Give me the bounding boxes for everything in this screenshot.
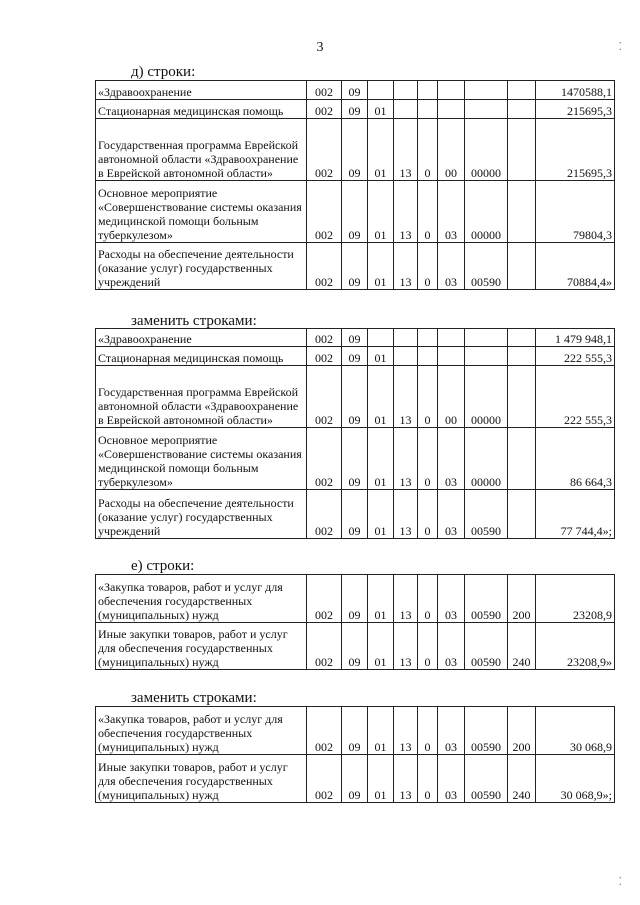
code-expense-type: 240 bbox=[508, 755, 536, 803]
code-grbs: 002 bbox=[307, 623, 342, 670]
code-program: 13 bbox=[394, 119, 418, 181]
code-section: 09 bbox=[342, 100, 368, 119]
code-activity bbox=[438, 347, 465, 366]
code-grbs: 002 bbox=[307, 119, 342, 181]
table-row bbox=[96, 575, 615, 623]
code-subsection: 01 bbox=[368, 243, 394, 290]
code-activity: 03 bbox=[438, 623, 465, 670]
code-section: 09 bbox=[342, 575, 368, 623]
code-expense-type bbox=[508, 243, 536, 290]
code-expense-type bbox=[508, 100, 536, 119]
table-row bbox=[96, 490, 615, 539]
code-expense-type: 200 bbox=[508, 707, 536, 755]
code-section: 09 bbox=[342, 329, 368, 347]
amendment-table-e-replacement bbox=[95, 706, 615, 803]
code-section: 09 bbox=[342, 428, 368, 490]
amendment-table-d-replacement bbox=[95, 328, 615, 539]
row-sum: 70884,4» bbox=[536, 243, 615, 290]
code-activity: 03 bbox=[438, 575, 465, 623]
code-activity: 03 bbox=[438, 755, 465, 803]
code-grbs: 002 bbox=[307, 490, 342, 539]
code-direction bbox=[465, 100, 508, 119]
code-subprogram bbox=[418, 81, 438, 100]
code-section: 09 bbox=[342, 623, 368, 670]
code-program bbox=[394, 100, 418, 119]
code-expense-type bbox=[508, 181, 536, 243]
table-row bbox=[96, 81, 615, 100]
row-sum: 86 664,3 bbox=[536, 428, 615, 490]
amendment-table-d-original bbox=[95, 80, 615, 290]
code-expense-type bbox=[508, 81, 536, 100]
code-grbs: 002 bbox=[307, 81, 342, 100]
code-subprogram: 0 bbox=[418, 428, 438, 490]
code-expense-type: 200 bbox=[508, 575, 536, 623]
section-heading-e: е) строки: bbox=[131, 558, 195, 574]
code-program: 13 bbox=[394, 623, 418, 670]
code-subsection: 01 bbox=[368, 623, 394, 670]
code-direction: 00590 bbox=[465, 755, 508, 803]
page-number: 3 bbox=[316, 40, 324, 55]
code-section: 09 bbox=[342, 490, 368, 539]
code-expense-type bbox=[508, 329, 536, 347]
row-name: Государственная программа Еврейской автономной области «Здравоохранение в Еврейской автономной области» bbox=[96, 366, 307, 428]
code-activity bbox=[438, 81, 465, 100]
code-subsection: 01 bbox=[368, 490, 394, 539]
row-sum: 215695,3 bbox=[536, 100, 615, 119]
code-program: 13 bbox=[394, 707, 418, 755]
code-subsection bbox=[368, 81, 394, 100]
code-expense-type bbox=[508, 119, 536, 181]
row-sum: 30 068,9 bbox=[536, 707, 615, 755]
code-program bbox=[394, 329, 418, 347]
row-name: Расходы на обеспечение деятельности (оказание услуг) государственных учреждений bbox=[96, 490, 307, 539]
table-row bbox=[96, 100, 615, 119]
table-row bbox=[96, 755, 615, 803]
code-subsection bbox=[368, 329, 394, 347]
code-program: 13 bbox=[394, 755, 418, 803]
code-section: 09 bbox=[342, 243, 368, 290]
row-sum: 30 068,9»; bbox=[536, 755, 615, 803]
code-subprogram: 0 bbox=[418, 490, 438, 539]
table-row bbox=[96, 366, 615, 428]
code-grbs: 002 bbox=[307, 100, 342, 119]
code-section: 09 bbox=[342, 81, 368, 100]
section-heading-replace-2: заменить строками: bbox=[131, 690, 257, 706]
row-sum: 222 555,3 bbox=[536, 347, 615, 366]
code-section: 09 bbox=[342, 366, 368, 428]
code-expense-type: 240 bbox=[508, 623, 536, 670]
code-direction: 00590 bbox=[465, 243, 508, 290]
table-row bbox=[96, 181, 615, 243]
code-subprogram: 0 bbox=[418, 366, 438, 428]
row-name: Основное мероприятие «Совершенствование системы оказания медицинской помощи больным туберкулезом» bbox=[96, 428, 307, 490]
table-row bbox=[96, 347, 615, 366]
row-name: Государственная программа Еврейской автономной области «Здравоохранение в Еврейской автономной области» bbox=[96, 119, 307, 181]
table-row bbox=[96, 329, 615, 347]
code-activity bbox=[438, 100, 465, 119]
code-grbs: 002 bbox=[307, 329, 342, 347]
code-program: 13 bbox=[394, 181, 418, 243]
code-grbs: 002 bbox=[307, 428, 342, 490]
code-expense-type bbox=[508, 347, 536, 366]
code-program: 13 bbox=[394, 243, 418, 290]
code-subprogram: 0 bbox=[418, 623, 438, 670]
code-expense-type bbox=[508, 366, 536, 428]
row-sum: 23208,9 bbox=[536, 575, 615, 623]
table-row bbox=[96, 707, 615, 755]
code-grbs: 002 bbox=[307, 347, 342, 366]
code-program: 13 bbox=[394, 575, 418, 623]
row-sum: 222 555,3 bbox=[536, 366, 615, 428]
table-row bbox=[96, 119, 615, 181]
code-subprogram bbox=[418, 329, 438, 347]
code-direction: 00590 bbox=[465, 575, 508, 623]
row-name: Стационарная медицинская помощь bbox=[96, 347, 307, 366]
code-direction: 00000 bbox=[465, 428, 508, 490]
row-sum: 79804,3 bbox=[536, 181, 615, 243]
row-sum: 1 479 948,1 bbox=[536, 329, 615, 347]
code-subprogram: 0 bbox=[418, 181, 438, 243]
code-subsection: 01 bbox=[368, 755, 394, 803]
code-grbs: 002 bbox=[307, 366, 342, 428]
code-activity: 03 bbox=[438, 428, 465, 490]
code-activity bbox=[438, 329, 465, 347]
code-subsection: 01 bbox=[368, 181, 394, 243]
scan-margin-mark: ⁚ bbox=[618, 876, 622, 888]
section-heading-d: д) строки: bbox=[131, 64, 196, 80]
code-direction bbox=[465, 81, 508, 100]
table-row bbox=[96, 243, 615, 290]
table-row bbox=[96, 623, 615, 670]
code-program: 13 bbox=[394, 490, 418, 539]
row-name: Иные закупки товаров, работ и услуг для обеспечения государственных (муниципальных) нужд bbox=[96, 623, 307, 670]
code-activity: 03 bbox=[438, 707, 465, 755]
table-row bbox=[96, 428, 615, 490]
code-activity: 00 bbox=[438, 119, 465, 181]
code-subsection: 01 bbox=[368, 366, 394, 428]
code-subsection: 01 bbox=[368, 575, 394, 623]
row-name: «Здравоохранение bbox=[96, 329, 307, 347]
code-subprogram: 0 bbox=[418, 575, 438, 623]
code-direction: 00000 bbox=[465, 181, 508, 243]
code-grbs: 002 bbox=[307, 755, 342, 803]
row-sum: 1470588,1 bbox=[536, 81, 615, 100]
code-direction bbox=[465, 329, 508, 347]
code-subprogram: 0 bbox=[418, 119, 438, 181]
code-section: 09 bbox=[342, 755, 368, 803]
row-sum: 215695,3 bbox=[536, 119, 615, 181]
scan-margin-mark: ⁚ bbox=[618, 41, 622, 53]
code-direction: 00590 bbox=[465, 490, 508, 539]
code-subprogram bbox=[418, 347, 438, 366]
code-direction: 00590 bbox=[465, 707, 508, 755]
row-sum: 23208,9» bbox=[536, 623, 615, 670]
code-subprogram: 0 bbox=[418, 243, 438, 290]
code-subsection: 01 bbox=[368, 428, 394, 490]
code-grbs: 002 bbox=[307, 575, 342, 623]
code-section: 09 bbox=[342, 181, 368, 243]
code-subsection: 01 bbox=[368, 707, 394, 755]
code-section: 09 bbox=[342, 707, 368, 755]
code-activity: 03 bbox=[438, 490, 465, 539]
code-subsection: 01 bbox=[368, 119, 394, 181]
code-direction: 00000 bbox=[465, 119, 508, 181]
code-direction bbox=[465, 347, 508, 366]
row-name: «Здравоохранение bbox=[96, 81, 307, 100]
code-subprogram bbox=[418, 100, 438, 119]
code-grbs: 002 bbox=[307, 243, 342, 290]
row-name: «Закупка товаров, работ и услуг для обеспечения государственных (муниципальных) нужд bbox=[96, 707, 307, 755]
code-grbs: 002 bbox=[307, 707, 342, 755]
section-heading-replace-1: заменить строками: bbox=[131, 313, 257, 329]
code-activity: 03 bbox=[438, 181, 465, 243]
code-program: 13 bbox=[394, 366, 418, 428]
code-direction: 00590 bbox=[465, 623, 508, 670]
code-direction: 00000 bbox=[465, 366, 508, 428]
code-expense-type bbox=[508, 428, 536, 490]
row-sum: 77 744,4»; bbox=[536, 490, 615, 539]
row-name: «Закупка товаров, работ и услуг для обеспечения государственных (муниципальных) нужд bbox=[96, 575, 307, 623]
code-expense-type bbox=[508, 490, 536, 539]
code-subprogram: 0 bbox=[418, 755, 438, 803]
code-subprogram: 0 bbox=[418, 707, 438, 755]
row-name: Основное мероприятие «Совершенствование системы оказания медицинской помощи больным туберкулезом» bbox=[96, 181, 307, 243]
code-subsection: 01 bbox=[368, 100, 394, 119]
code-section: 09 bbox=[342, 119, 368, 181]
row-name: Иные закупки товаров, работ и услуг для обеспечения государственных (муниципальных) нужд bbox=[96, 755, 307, 803]
code-activity: 00 bbox=[438, 366, 465, 428]
code-program bbox=[394, 81, 418, 100]
code-subsection: 01 bbox=[368, 347, 394, 366]
code-section: 09 bbox=[342, 347, 368, 366]
code-activity: 03 bbox=[438, 243, 465, 290]
code-grbs: 002 bbox=[307, 181, 342, 243]
row-name: Расходы на обеспечение деятельности (оказание услуг) государственных учреждений bbox=[96, 243, 307, 290]
code-program: 13 bbox=[394, 428, 418, 490]
amendment-table-e-original bbox=[95, 574, 615, 670]
code-program bbox=[394, 347, 418, 366]
row-name: Стационарная медицинская помощь bbox=[96, 100, 307, 119]
